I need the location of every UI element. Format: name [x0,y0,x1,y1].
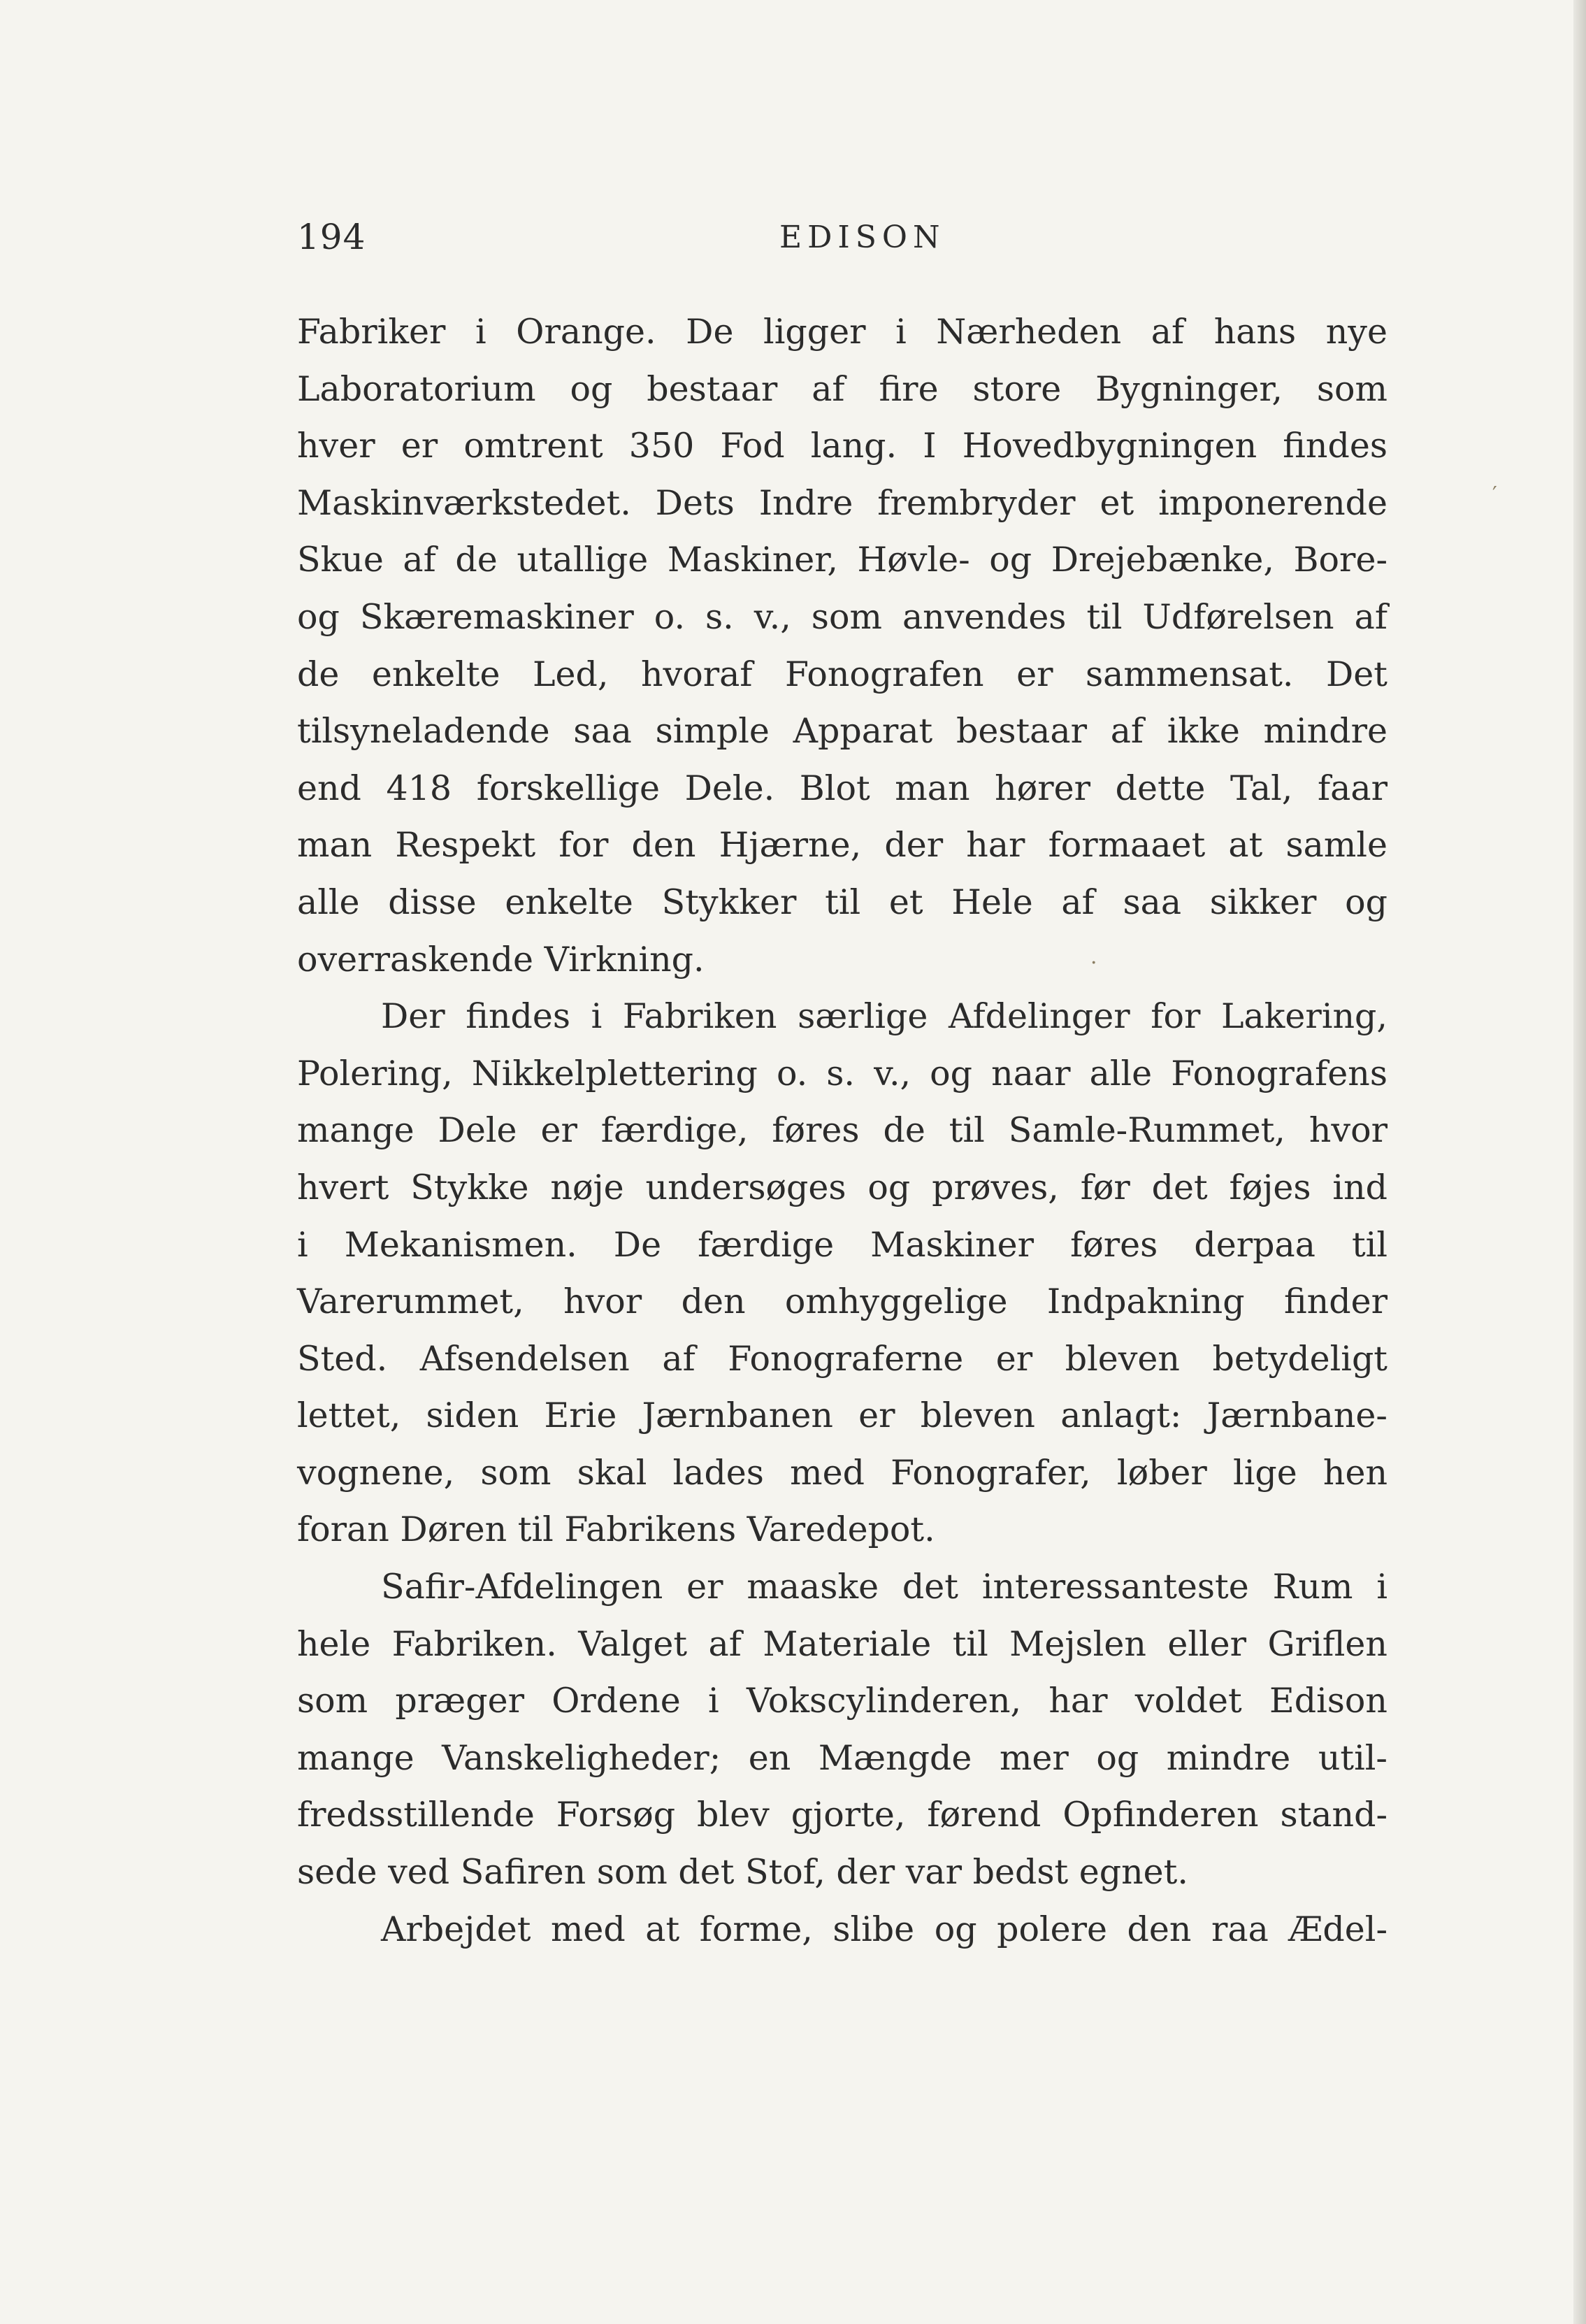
text-line: i Mekanismen. De færdige Maskiner føres derpaa til [297,1224,1387,1265]
text-line: Arbejdet med at forme, slibe og polere den raa Ædel- [381,1909,1387,1949]
text-line: og Skæremaskiner o. s. v., som anvendes til Udførelsen af [297,596,1387,637]
body-text [297,303,1387,1958]
text-line: mange Vanskeligheder; en Mængde mer og mindre util- [297,1737,1387,1778]
text-line: Fabriker i Orange. De ligger i Nærheden af hans nye [297,312,1387,352]
text-line: tilsyneladende saa simple Apparat bestaar af ikke mindre [297,711,1387,752]
text-line: hvert Stykke nøje undersøges og prøves, før det føjes ind [297,1167,1387,1207]
running-head: EDISON [779,220,946,255]
text-line: hele Fabriken. Valget af Materiale til Mejslen eller Griflen [297,1623,1387,1664]
stray-ink-dot: · [1090,951,1097,975]
text-line: vognene, som skal lades med Fonografer, løber lige hen [297,1452,1387,1493]
text-line: Maskinværkstedet. Dets Indre frembryder et imponerende [297,482,1387,523]
text-line: Laboratorium og bestaar af fire store Bygninger, som [297,368,1387,409]
text-line: man Respekt for den Hjærne, der har formaaet at samle [297,825,1387,866]
text-line: Varerummet, hvor den omhyggelige Indpakning finder [297,1282,1387,1322]
text-line: Safir-Afdelingen er maaske det interessanteste Rum i [381,1567,1387,1607]
text-line: Skue af de utallige Maskiner, Høvle- og Drejebænke, Bore- [297,540,1387,580]
text-line: som præger Ordene i Vokscylinderen, har voldet Edison [297,1681,1387,1721]
text-line: alle disse enkelte Stykker til et Hele af saa sikker og [297,882,1387,922]
page-number: 194 [297,217,366,257]
text-line: Der findes i Fabriken særlige Afdelinger for Lakering, [381,996,1387,1037]
page-edge-shadow [1573,0,1586,2324]
text-line: Sted. Afsendelsen af Fonograferne er bleven betydeligt [297,1338,1387,1379]
text-line: overraskende Virkning. [297,939,705,980]
text-line: end 418 forskellige Dele. Blot man hører dette Tal, faar [297,768,1387,808]
text-line: hver er omtrent 350 Fod lang. I Hovedbygningen findes [297,426,1387,466]
text-line: lettet, siden Erie Jærnbanen er bleven anlagt: Jærnbane- [297,1396,1387,1436]
text-line: Polering, Nikkelplettering o. s. v., og naar alle Fonografens [297,1053,1387,1093]
stray-ink-mark: ′ [1492,482,1497,507]
page-header [297,217,946,266]
text-line: sede ved Safiren som det Stof, der var bedst egnet. [297,1852,1188,1893]
text-line: fredsstillende Forsøg blev gjorte, førend Opfinderen stand- [297,1795,1387,1835]
text-line: de enkelte Led, hvoraf Fonografen er sammensat. Det [297,654,1387,694]
text-line: mange Dele er færdige, føres de til Samle-Rummet, hvor [297,1110,1387,1151]
text-line: foran Døren til Fabrikens Varedepot. [297,1509,935,1550]
